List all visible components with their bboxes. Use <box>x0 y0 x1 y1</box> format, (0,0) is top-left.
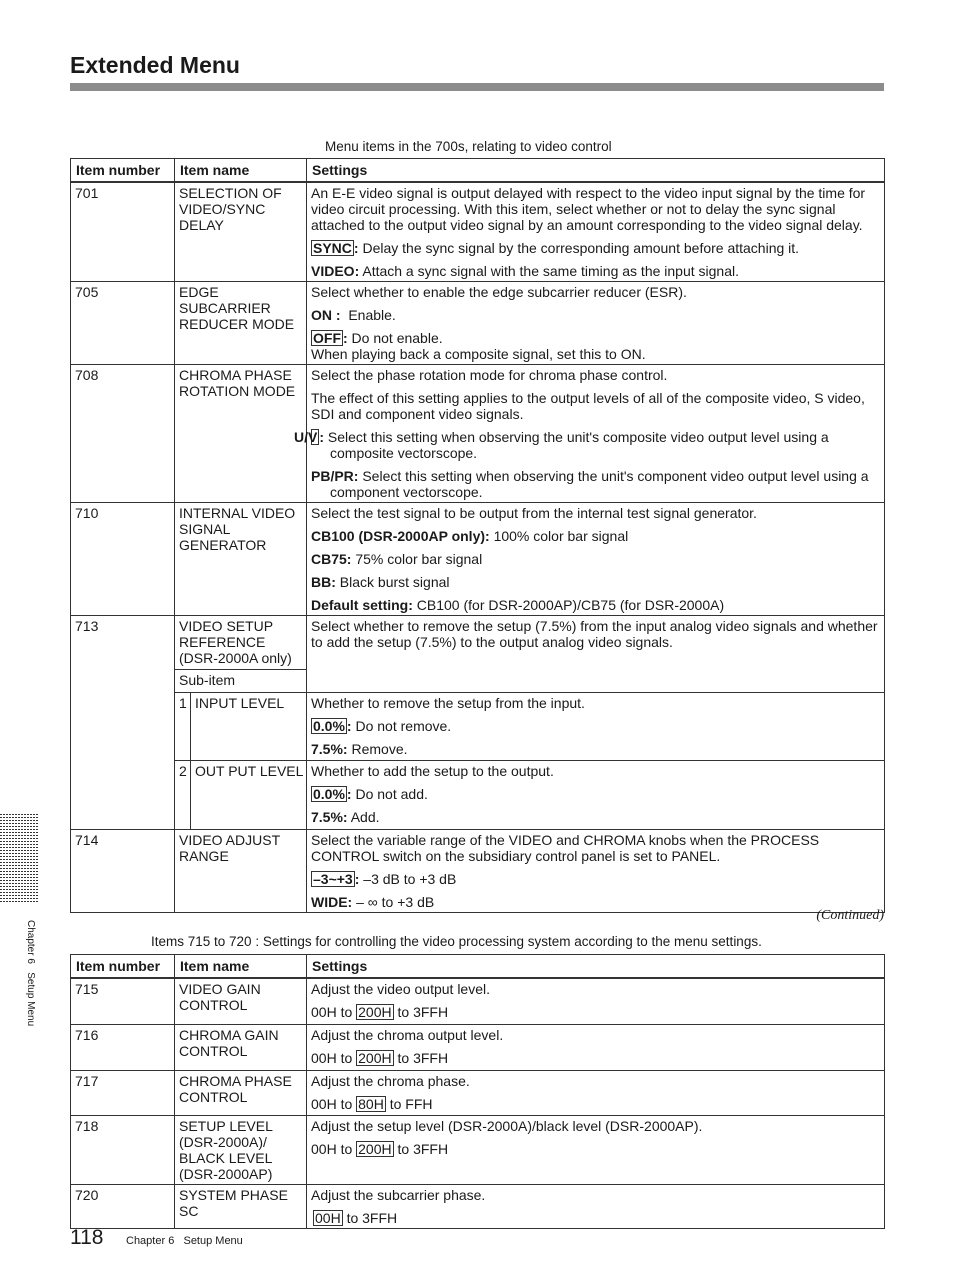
item-number: 714 <box>71 830 175 913</box>
option-text: Do not add. <box>351 786 428 802</box>
settings-cell <box>307 182 885 282</box>
range-start: 00H to <box>311 1095 357 1112</box>
table-715-720 <box>70 954 885 1229</box>
settings-cell <box>307 1070 885 1115</box>
default-key-box: U/V <box>294 429 318 445</box>
sub-item-index: 1 <box>175 693 191 760</box>
setting-desc: An E-E video signal is output delayed with respect to the video input signal by the time for video circuit processing. With this item, select whether or not to delay the sync signal attached to the output video signal by an amount corresponding to the video signal delay. <box>311 185 866 233</box>
table-header-row <box>71 955 885 979</box>
setting-option <box>311 871 880 887</box>
col-header-item-name: Item name <box>175 955 307 979</box>
option-separator: : <box>319 429 325 445</box>
table-row-720 <box>71 1184 885 1228</box>
option-text: Select this setting when observing the unit's component video output level using a component vectorscope. <box>330 468 869 500</box>
item-name-cell <box>175 616 307 693</box>
page-number: 118 <box>70 1226 104 1249</box>
setting-desc: The effect of this setting applies to the output levels of all of the composite video, S video, SDI and component video signals. <box>311 390 865 422</box>
option-text: Remove. <box>347 741 408 757</box>
option-text: Enable. <box>340 307 396 323</box>
table-row-705 <box>71 282 885 365</box>
settings-cell <box>307 616 885 693</box>
item-name: VIDEO GAIN CONTROL <box>175 978 307 1024</box>
table-row-715 <box>71 978 885 1024</box>
setting-range <box>311 1141 880 1157</box>
range-end: to FFH <box>385 1095 433 1112</box>
table-row-717 <box>71 1070 885 1115</box>
table-row-710 <box>71 503 885 616</box>
table-row-714 <box>71 830 885 913</box>
item-number: 720 <box>71 1184 175 1228</box>
setting-desc: Adjust the subcarrier phase. <box>311 1186 486 1203</box>
setting-desc: Adjust the video output level. <box>311 981 491 997</box>
setting-option <box>311 551 880 567</box>
range-end: to 3FFH <box>393 1140 449 1157</box>
settings-cell <box>307 282 885 365</box>
setting-desc: Select the variable range of the VIDEO and CHROMA knobs when the PROCESS CONTROL switch on the subsidiary control panel is set to PANEL. <box>311 832 820 864</box>
page-title: Extended Menu <box>70 52 240 78</box>
sub-item-index: 2 <box>175 761 191 829</box>
item-name: VIDEO SETUP REFERENCE (DSR-2000A only) <box>179 618 292 666</box>
chapter-tab-marker-overlay <box>0 814 38 904</box>
default-key-box: SYNC <box>313 240 352 256</box>
item-name: CHROMA PHASE CONTROL <box>175 1070 307 1115</box>
setting-option <box>294 429 880 461</box>
default-key-box: 0.0% <box>313 786 345 802</box>
table-row-701 <box>71 182 885 282</box>
table-row-718 <box>71 1115 885 1184</box>
option-key: 7.5%: <box>311 741 348 757</box>
settings-cell <box>307 693 885 761</box>
option-separator: : <box>343 330 348 346</box>
setting-range <box>311 1050 880 1066</box>
setting-desc: Whether to remove the setup from the input. <box>311 695 585 711</box>
setting-option <box>311 741 880 757</box>
setting-range <box>311 1096 880 1112</box>
sub-item-name: OUT PUT LEVEL <box>195 763 304 779</box>
option-separator: : <box>353 240 359 256</box>
setting-desc: Select whether to remove the setup (7.5%) from the input analog video signals and whether to add the setup (7.5%) to the output analog video signals. <box>311 618 878 650</box>
setting-option <box>311 597 880 613</box>
option-text: Do not enable. <box>347 330 443 346</box>
settings-cell <box>307 978 885 1024</box>
item-number: 718 <box>71 1115 175 1184</box>
default-value-box: 200H <box>358 1004 392 1020</box>
setting-range <box>311 1210 880 1226</box>
sub-item-name-cell <box>175 693 307 761</box>
settings-cell <box>307 503 885 616</box>
col-header-item-number: Item number <box>71 159 175 183</box>
item-name: SELECTION OF VIDEO/SYNC DELAY <box>175 182 307 282</box>
option-separator: : <box>346 718 352 734</box>
setting-option <box>311 330 880 362</box>
col-header-settings: Settings <box>307 159 885 183</box>
setting-note: When playing back a composite signal, set this to ON. <box>311 346 646 362</box>
item-number: 715 <box>71 978 175 1024</box>
option-text: Black burst signal <box>335 574 450 590</box>
table-700s <box>70 158 885 913</box>
item-name: INTERNAL VIDEO SIGNAL GENERATOR <box>175 503 307 616</box>
setting-option <box>311 528 880 544</box>
default-key-box: OFF <box>313 330 341 346</box>
setting-option <box>311 307 880 323</box>
setting-option <box>311 718 880 734</box>
setting-desc: Whether to add the setup to the output. <box>311 763 554 779</box>
option-key: WIDE: <box>311 894 353 910</box>
option-text: 75% color bar signal <box>351 551 483 567</box>
table-row-708 <box>71 365 885 503</box>
side-chapter-label: Chapter 6 Setup Menu <box>25 920 36 1027</box>
item-number: 708 <box>71 365 175 503</box>
settings-cell <box>294 365 885 503</box>
item-name: CHROMA PHASE ROTATION MODE <box>175 365 307 503</box>
option-text: CB100 (for DSR-2000AP)/CB75 (for DSR-2000A) <box>412 597 725 613</box>
range-end: to 3FFH <box>393 1004 449 1020</box>
settings-cell <box>307 1184 885 1228</box>
option-key: CB100 (DSR-2000AP only): <box>311 528 490 544</box>
setting-option <box>311 809 880 825</box>
setting-range <box>311 1004 880 1020</box>
option-key: 7.5%: <box>311 809 348 825</box>
item-number: 705 <box>71 282 175 365</box>
option-text: Attach a sync signal with the same timing as the input signal. <box>359 263 739 279</box>
default-value-box: 200H <box>358 1140 392 1157</box>
setting-option <box>311 468 880 500</box>
settings-cell <box>307 1024 885 1070</box>
setting-desc: Select whether to enable the edge subcarrier reducer (ESR). <box>311 284 687 300</box>
default-value-box: 200H <box>358 1049 392 1066</box>
settings-cell <box>307 761 885 830</box>
settings-cell <box>307 830 885 913</box>
option-key: Default setting: <box>311 597 413 613</box>
option-key: BB: <box>311 574 336 590</box>
col-header-item-number: Item number <box>71 955 175 979</box>
option-key: VIDEO: <box>311 263 360 279</box>
option-text: 100% color bar signal <box>489 528 629 544</box>
setting-option <box>311 786 880 802</box>
table-row-713 <box>71 616 885 693</box>
sub-item-row-output-level <box>71 761 885 830</box>
item-number: 717 <box>71 1070 175 1115</box>
item-name: CHROMA GAIN CONTROL <box>175 1024 307 1070</box>
default-key-box: 0.0% <box>313 718 345 734</box>
setting-desc: Adjust the chroma output level. <box>311 1026 504 1043</box>
setting-option <box>311 263 880 279</box>
range-end: to 3FFH <box>393 1049 449 1066</box>
sub-item-label: Sub-item <box>175 669 306 692</box>
setting-desc: Select the test signal to be output from the internal test signal generator. <box>311 505 757 521</box>
item-number: 710 <box>71 503 175 616</box>
setting-desc: Adjust the setup level (DSR-2000A)/black level (DSR-2000AP). <box>311 1117 703 1134</box>
table1-caption: Menu items in the 700s, relating to video control <box>325 139 612 154</box>
option-text: Delay the sync signal by the corresponding amount before attaching it. <box>358 240 800 256</box>
item-number: 713 <box>71 616 175 830</box>
setting-option <box>311 894 880 910</box>
range-end: to 3FFH <box>342 1209 398 1226</box>
table-header-row <box>71 159 885 183</box>
range-start: 00H to <box>311 1049 357 1066</box>
option-text: Add. <box>347 809 380 825</box>
sub-item-name: INPUT LEVEL <box>195 695 285 711</box>
title-rule <box>70 83 884 91</box>
continued-note: (Continued) <box>816 908 884 923</box>
option-separator: : <box>354 871 360 887</box>
col-header-settings: Settings <box>307 955 885 979</box>
setting-desc: Select the phase rotation mode for chroma phase control. <box>311 367 668 383</box>
default-value-box: 80H <box>358 1095 384 1112</box>
default-key-box: –3~+3 <box>313 871 353 887</box>
item-name: EDGE SUBCARRIER REDUCER MODE <box>175 282 307 365</box>
range-start: 00H to <box>311 1004 357 1020</box>
option-text: – ∞ to +3 dB <box>352 894 435 910</box>
col-header-item-name: Item name <box>175 159 307 183</box>
option-separator: : <box>346 786 352 802</box>
item-number: 701 <box>71 182 175 282</box>
default-value-box: 00H <box>315 1209 341 1226</box>
option-key: CB75: <box>311 551 352 567</box>
sub-item-row-input-level <box>71 693 885 761</box>
table-row-716 <box>71 1024 885 1070</box>
setting-option <box>311 240 880 256</box>
settings-cell <box>307 1115 885 1184</box>
option-text: Select this setting when observing the unit's composite video output level using a composite vectorscope. <box>324 429 829 461</box>
item-number: 716 <box>71 1024 175 1070</box>
footer-chapter-label: Chapter 6 Setup Menu <box>126 1235 243 1247</box>
item-name: VIDEO ADJUST RANGE <box>175 830 307 913</box>
sub-item-name-cell <box>175 761 307 830</box>
option-text: Do not remove. <box>351 718 452 734</box>
option-text: –3 dB to +3 dB <box>359 871 457 887</box>
item-name: SETUP LEVEL (DSR-2000A)/ BLACK LEVEL (DSR-2000AP) <box>175 1115 307 1184</box>
table2-caption: Items 715 to 720 : Settings for controlling the video processing system according to the menu settings. <box>151 934 762 949</box>
item-name: SYSTEM PHASE SC <box>175 1184 307 1228</box>
range-start: 00H to <box>311 1140 357 1157</box>
option-key: ON : <box>311 307 341 323</box>
setting-option <box>311 574 880 590</box>
setting-desc: Adjust the chroma phase. <box>311 1072 470 1089</box>
option-key: PB/PR: <box>311 468 359 484</box>
